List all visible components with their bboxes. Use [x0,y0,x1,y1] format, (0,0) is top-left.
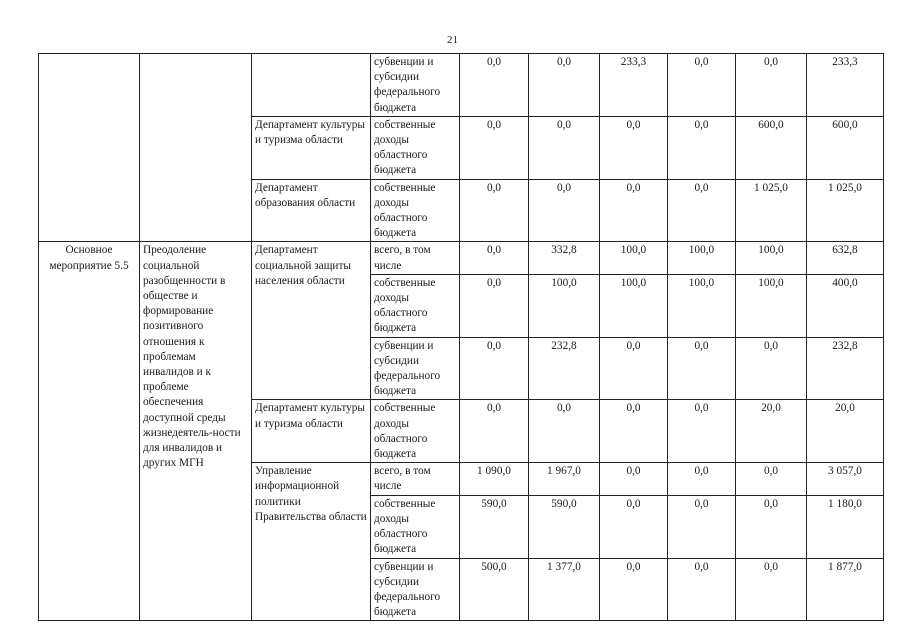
total-cell: 20,0 [807,400,884,463]
total-cell: 1 877,0 [807,558,884,621]
value-cell: 0,0 [460,400,529,463]
total-cell: 1 025,0 [807,179,884,242]
executor-cell: Департамент культуры и туризма области [252,400,371,463]
value-cell: 0,0 [529,116,600,179]
value-cell: 0,0 [668,116,736,179]
value-cell: 100,0 [736,274,807,337]
event-cell-empty [39,54,140,242]
value-cell: 1 967,0 [529,463,600,495]
value-cell: 1 090,0 [460,463,529,495]
value-cell: 20,0 [736,400,807,463]
total-cell: 233,3 [807,54,884,117]
funding-source-cell: собственные доходы областного бюджета [371,116,460,179]
value-cell: 100,0 [668,274,736,337]
funding-source-cell: собственные доходы областного бюджета [371,495,460,558]
value-cell: 0,0 [529,54,600,117]
funding-source-cell: собственные доходы областного бюджета [371,400,460,463]
table-row [39,242,884,274]
value-cell: 1 025,0 [736,179,807,242]
event-title-cell: Преодоление социальной разобщенности в обществе и формирование позитивного отношения к проблемам инвалидов и к проблеме обеспечения доступной среды жизнедеятель-ности для инвалидов и других МГН [140,242,252,621]
value-cell: 500,0 [460,558,529,621]
total-cell: 232,8 [807,337,884,400]
value-cell: 0,0 [460,242,529,274]
value-cell: 0,0 [736,495,807,558]
total-cell: 3 057,0 [807,463,884,495]
value-cell: 590,0 [529,495,600,558]
total-cell: 600,0 [807,116,884,179]
value-cell: 0,0 [668,558,736,621]
value-cell: 0,0 [600,337,668,400]
value-cell: 590,0 [460,495,529,558]
value-cell: 0,0 [600,558,668,621]
value-cell: 100,0 [668,242,736,274]
value-cell: 0,0 [668,54,736,117]
executor-cell: Департамент культуры и туризма области [252,116,371,179]
funding-source-cell: субвенции и субсидии федерального бюджета [371,337,460,400]
value-cell: 0,0 [460,337,529,400]
value-cell: 100,0 [600,274,668,337]
value-cell: 0,0 [668,463,736,495]
value-cell: 0,0 [668,495,736,558]
value-cell: 0,0 [736,54,807,117]
value-cell: 0,0 [529,400,600,463]
value-cell: 0,0 [460,54,529,117]
value-cell: 332,8 [529,242,600,274]
value-cell: 100,0 [529,274,600,337]
value-cell: 0,0 [736,463,807,495]
value-cell: 0,0 [600,463,668,495]
value-cell: 0,0 [600,116,668,179]
page-number: 21 [447,34,458,46]
value-cell: 233,3 [600,54,668,117]
total-cell: 632,8 [807,242,884,274]
executor-cell: Департамент социальной защиты населения области [252,242,371,400]
value-cell: 1 377,0 [529,558,600,621]
value-cell: 0,0 [736,337,807,400]
value-cell: 0,0 [736,558,807,621]
value-cell: 0,0 [600,495,668,558]
value-cell: 0,0 [460,274,529,337]
value-cell: 0,0 [668,337,736,400]
funding-source-cell: субвенции и субсидии федерального бюджета [371,54,460,117]
value-cell: 0,0 [460,116,529,179]
executor-cell: Департамент образования области [252,179,371,242]
value-cell: 0,0 [600,179,668,242]
title-cell-empty [140,54,252,242]
budget-table [38,53,884,621]
value-cell: 100,0 [736,242,807,274]
value-cell: 232,8 [529,337,600,400]
table-row [39,54,884,117]
value-cell: 0,0 [668,400,736,463]
value-cell: 0,0 [460,179,529,242]
executor-cell: Управление информационной политики Правительства области [252,463,371,621]
value-cell: 0,0 [668,179,736,242]
total-cell: 1 180,0 [807,495,884,558]
executor-cell-empty [252,54,371,117]
funding-source-cell: собственные доходы областного бюджета [371,274,460,337]
total-cell: 400,0 [807,274,884,337]
funding-source-cell: всего, в том числе [371,242,460,274]
value-cell: 600,0 [736,116,807,179]
value-cell: 0,0 [600,400,668,463]
funding-source-cell: всего, в том числе [371,463,460,495]
funding-source-cell: субвенции и субсидии федерального бюджета [371,558,460,621]
funding-source-cell: собственные доходы областного бюджета [371,179,460,242]
value-cell: 100,0 [600,242,668,274]
event-cell: Основное мероприятие 5.5 [39,242,140,621]
value-cell: 0,0 [529,179,600,242]
